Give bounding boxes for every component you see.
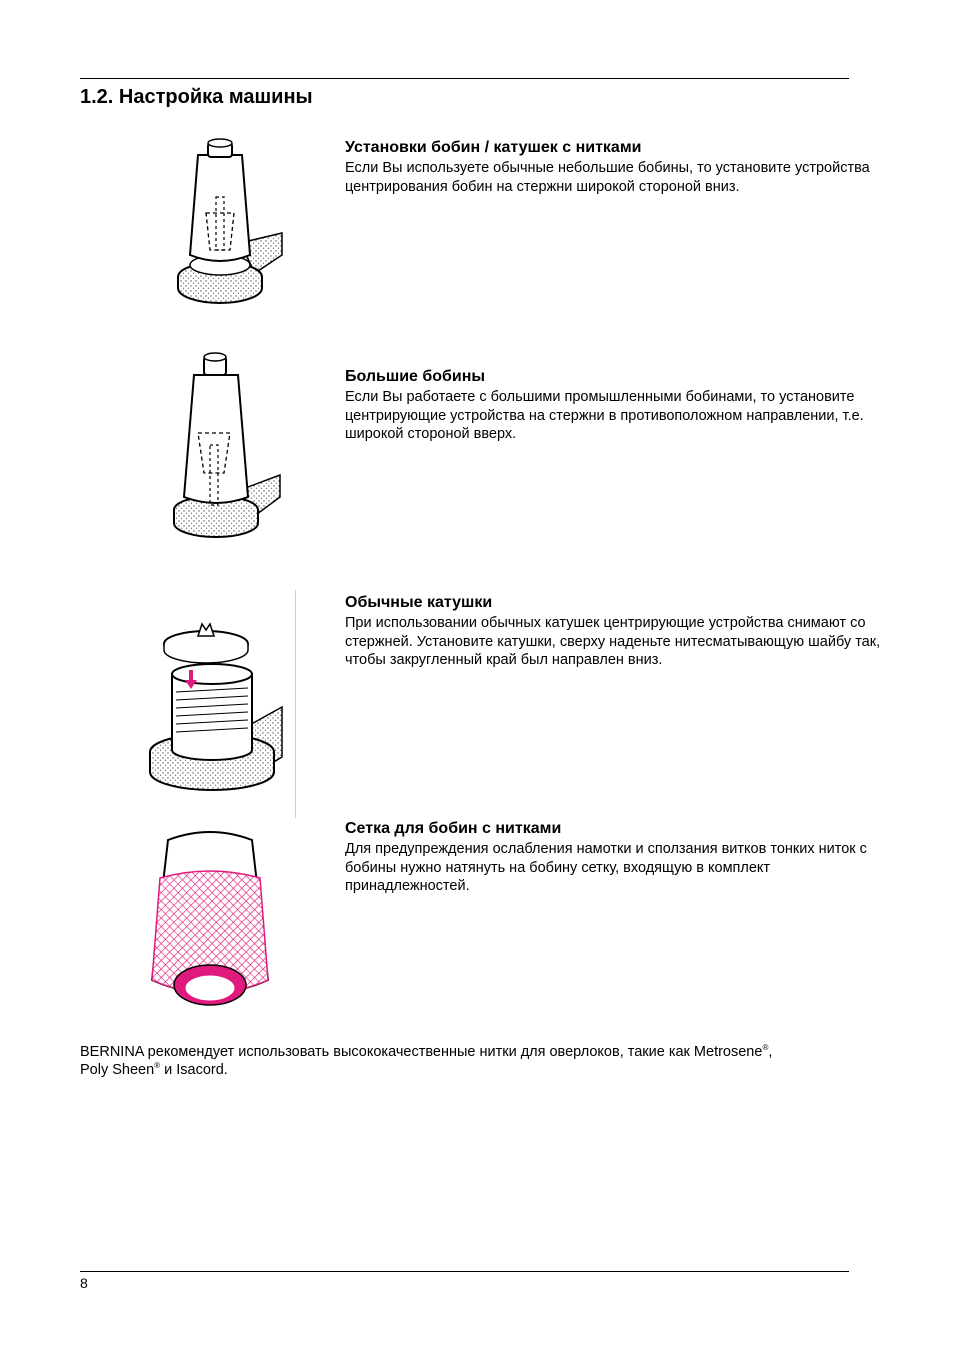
page-number: 8 — [80, 1275, 88, 1291]
footer-rule — [80, 1271, 849, 1272]
registered-mark: ® — [762, 1043, 769, 1052]
cone-with-net-icon — [140, 820, 285, 1015]
large-cone-on-spool-pin-icon — [148, 345, 298, 555]
footnote-text-1: BERNINA рекомендует использовать высококачественные нитки для оверлоков, такие как Metrosene — [80, 1044, 763, 1060]
section-title-regular-spools: Обычные катушки — [345, 594, 493, 611]
spool-with-cap-icon — [142, 612, 297, 807]
small-cone-on-spool-pin-icon — [150, 125, 300, 315]
section-text-thread-net: Для предупреждения ослабления намотки и сползания витков тонких ниток с бобины нужно натянуть на бобину сетку, входящую в комплект принадлежностей. — [345, 841, 867, 894]
page-title: 1.2. Настройка машины — [80, 86, 313, 108]
footnote-text-3: и Isacord. — [160, 1062, 228, 1078]
section-title-spool-setup: Установки бобин / катушек с нитками — [345, 139, 642, 156]
section-title-large-cones: Большие бобины — [345, 368, 486, 385]
registered-mark: ® — [154, 1061, 161, 1070]
recommendation-footnote — [80, 1043, 870, 1079]
section-text-large-cones: Если Вы работаете с большими промышленными бобинами, то установите центрирующие устройства на стержни в противоположном направлении, т.е. широкой стороной вверх. — [345, 389, 864, 442]
divider-line — [295, 590, 296, 818]
section-text-spool-setup: Если Вы используете обычные небольшие бобины, то установите устройства центрирования бобин на стержни широкой стороной вниз. — [345, 160, 870, 195]
section-text-regular-spools: При использовании обычных катушек центрирующие устройства снимают со стержней. Установите катушки, сверху наденьте нитесматывающую шайбу так, чтобы закругленный край был направлен вниз. — [345, 615, 881, 668]
footnote-text-2: Poly Sheen — [80, 1062, 155, 1078]
section-title-thread-net: Сетка для бобин с нитками — [345, 820, 562, 837]
footnote-comma: , — [768, 1044, 773, 1060]
header-rule — [80, 78, 849, 79]
